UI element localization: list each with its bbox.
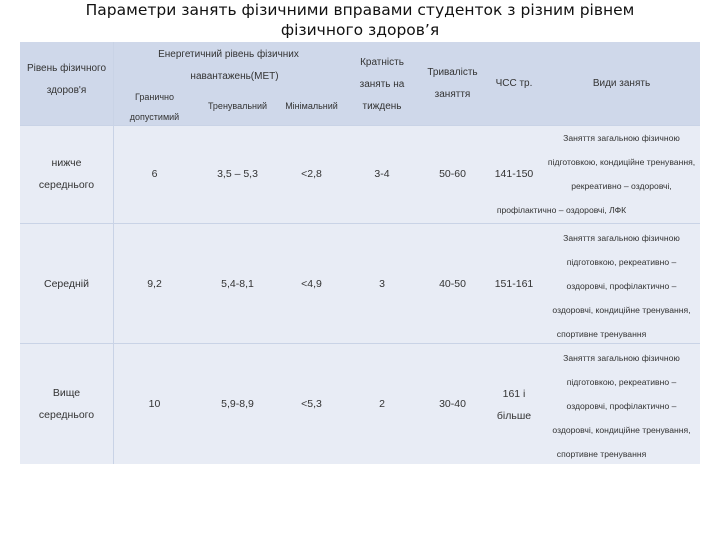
row-3-duration: 30-40	[439, 398, 466, 410]
row-3-level: Вище середнього	[38, 387, 95, 421]
row-2-hr: 151-161	[494, 278, 534, 290]
header-level	[20, 58, 113, 102]
row-1-duration: 50-60	[439, 168, 466, 180]
header-level-line-1: Рівень фізичного	[26, 63, 107, 74]
row-divider-3	[20, 343, 700, 344]
header-frequency-line-2: занять на	[359, 79, 405, 90]
row-3-training: 5,9-8,9	[221, 398, 254, 410]
row-1-level: нижче середнього	[38, 157, 95, 191]
row-2-training: 5,4-8,1	[221, 278, 254, 290]
header-training: Тренувальний	[207, 101, 268, 111]
row-3-max: 10	[148, 398, 161, 410]
row-1-minimal: <2,8	[301, 168, 322, 180]
header-energy	[113, 44, 344, 88]
header-max-line-1: Гранично	[134, 92, 175, 102]
header-frequency-line-1: Кратність	[360, 57, 404, 68]
row-3-hr: 161 і більше	[496, 388, 532, 422]
title-line-2: фізичного здоров’я	[280, 21, 440, 39]
header-duration	[420, 62, 485, 106]
row-1-training: 3,5 – 5,3	[217, 168, 258, 180]
slide-title	[0, 0, 720, 40]
row-2-max: 9,2	[147, 278, 162, 290]
header-duration-line-1: Тривалість	[427, 67, 478, 78]
row-1-hr: 141-150	[494, 168, 534, 180]
row-2-frequency: 3	[379, 278, 385, 290]
header-duration-line-2: заняття	[434, 89, 471, 100]
header-minimal: Мінімальний	[285, 101, 338, 111]
header-level-line-2: здоров'я	[46, 85, 87, 96]
title-line-1: Параметри занять фізичними вправами студенток з різним рівнем	[85, 1, 635, 19]
column-divider-level	[113, 42, 114, 464]
row-1-types: Заняття загальною фізичною підготовкою, кондиційне тренування, рекреативно – оздоровчі, профілактично – оздоровчі, ЛФК	[496, 133, 696, 215]
header-max	[113, 87, 196, 127]
header-frequency-line-3: тиждень	[362, 101, 402, 112]
row-2-minimal: <4,9	[301, 278, 322, 290]
header-types: Види занять	[592, 78, 651, 89]
header-energy-line-1: Енергетичний рівень фізичних	[158, 49, 299, 60]
row-2-level: Середній	[44, 278, 89, 290]
row-2-duration: 40-50	[439, 278, 466, 290]
row-divider-1	[20, 125, 700, 126]
row-3-minimal: <5,3	[301, 398, 322, 410]
header-frequency	[344, 52, 420, 118]
row-3-types: Заняття загальною фізичною підготовкою, рекреативно – оздоровчі, профілактично – оздоровчі, кондиційне тренування, спортивне тренування	[552, 353, 691, 459]
row-1-max: 6	[151, 168, 158, 180]
row-1-frequency: 3-4	[374, 168, 390, 180]
header-energy-line-2: навантажень(МЕТ)	[190, 71, 279, 82]
row-2-types: Заняття загальною фізичною підготовкою, рекреативно – оздоровчі, профілактично – оздоровчі, кондиційне тренування, спортивне тренування	[552, 233, 691, 339]
header-hr: ЧСС тр.	[495, 78, 533, 89]
header-max-line-2: допустимий	[129, 112, 180, 122]
row-3-frequency: 2	[379, 398, 385, 410]
row-divider-2	[20, 223, 700, 224]
